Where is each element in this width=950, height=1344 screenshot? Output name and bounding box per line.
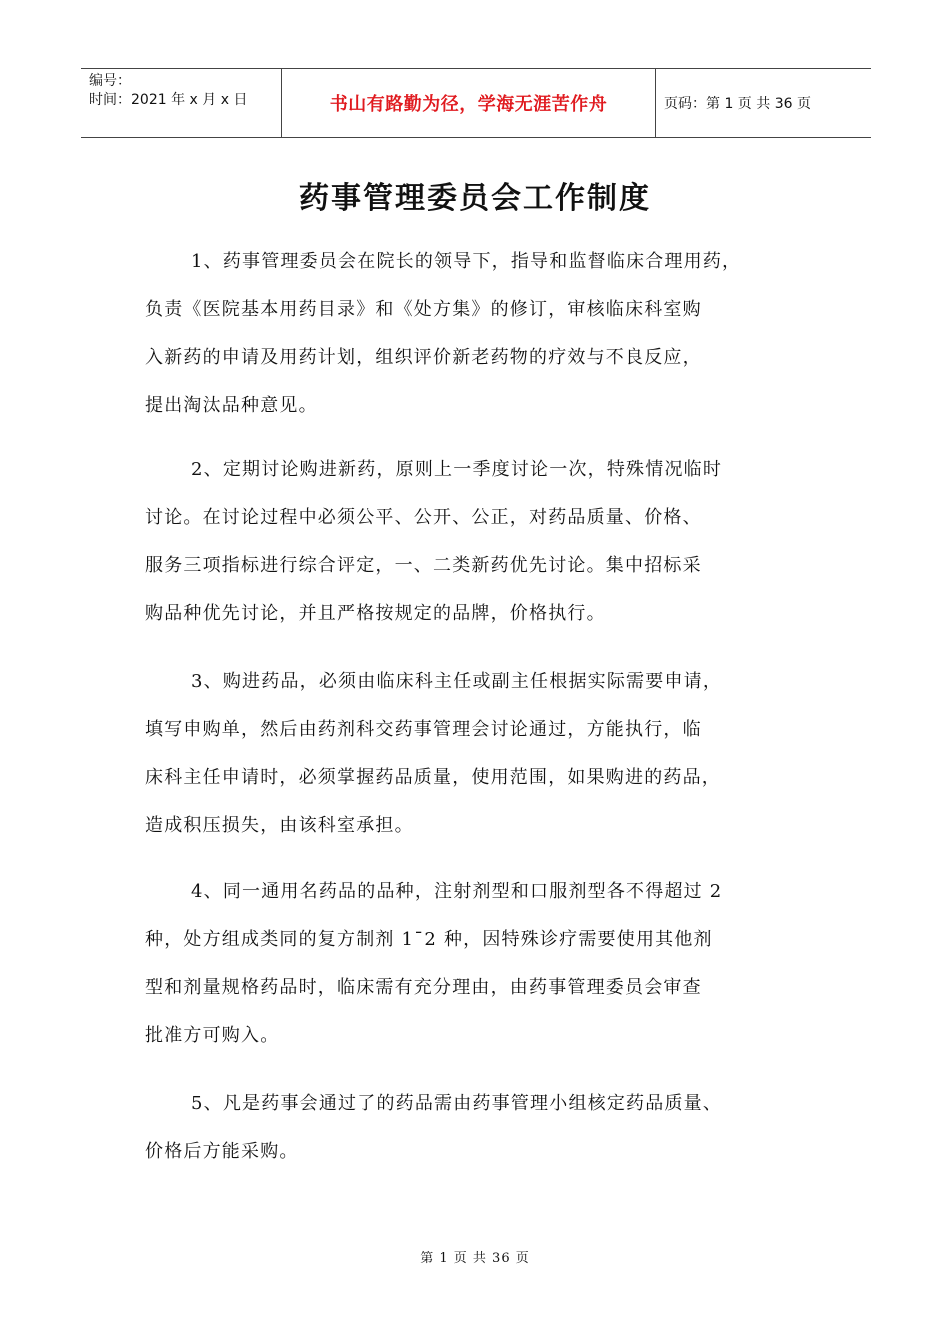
paragraph-line: 入新药的申请及用药计划，组织评价新老药物的疗效与不良反应， <box>145 347 702 368</box>
header-right-cell <box>656 69 871 137</box>
paragraph-line: 讨论。在讨论过程中必须公平、公开、公正，对药品质量、价格、 <box>145 507 702 528</box>
motto-text: 书山有路勤为径，学海无涯苦作舟 <box>329 94 608 115</box>
paragraph-line: 提出淘汰品种意见。 <box>145 395 318 416</box>
paragraph-line: 购品种优先讨论，并且严格按规定的品牌，价格执行。 <box>145 603 606 624</box>
paragraph-line: 2、定期讨论购进新药，原则上一季度讨论一次，特殊情况临时 <box>191 459 723 480</box>
paragraph-2 <box>145 446 835 638</box>
paragraph-line: 3、购进药品，必须由临床科主任或副主任根据实际需要申请， <box>191 671 723 692</box>
paragraph-line: 种，处方组成类同的复方制剂 1¯2 种，因特殊诊疗需要使用其他剂 <box>145 929 713 950</box>
page-info: 页码：第 1 页 共 36 页 <box>664 96 811 112</box>
paragraph-5 <box>145 1080 835 1176</box>
document-title: 药事管理委员会工作制度 <box>299 181 651 216</box>
paragraph-3 <box>145 658 835 850</box>
paragraph-line: 5、凡是药事会通过了的药品需由药事管理小组核定药品质量、 <box>191 1093 723 1114</box>
paragraph-line: 床科主任申请时，必须掌握药品质量，使用范围，如果购进的药品， <box>145 767 721 788</box>
page-footer: 第 1 页 共 36 页 <box>420 1251 530 1266</box>
paragraph-line: 1、药事管理委员会在院长的领导下，指导和监督临床合理用药， <box>191 251 742 272</box>
document-time-label: 时间：2021 年 x 月 x 日 <box>89 92 248 108</box>
paragraph-line: 4、同一通用名药品的品种，注射剂型和口服剂型各不得超过 2 <box>191 881 723 902</box>
header-left-cell <box>81 69 282 137</box>
paragraph-line: 批准方可购入。 <box>145 1025 280 1046</box>
paragraph-line: 造成积压损失，由该科室承担。 <box>145 815 414 836</box>
header-table <box>81 68 871 138</box>
header-middle-cell <box>282 69 656 137</box>
paragraph-line: 负责《医院基本用药目录》和《处方集》的修订，审核临床科室购 <box>145 299 702 320</box>
paragraph-4 <box>145 868 835 1060</box>
paragraph-line: 型和剂量规格药品时，临床需有充分理由，由药事管理委员会审查 <box>145 977 702 998</box>
paragraph-1 <box>145 238 835 430</box>
document-number-label: 编号： <box>89 73 131 89</box>
paragraph-line: 价格后方能采购。 <box>145 1141 299 1162</box>
paragraph-line: 服务三项指标进行综合评定，一、二类新药优先讨论。集中招标采 <box>145 555 702 576</box>
paragraph-line: 填写申购单，然后由药剂科交药事管理会讨论通过，方能执行，临 <box>145 719 702 740</box>
